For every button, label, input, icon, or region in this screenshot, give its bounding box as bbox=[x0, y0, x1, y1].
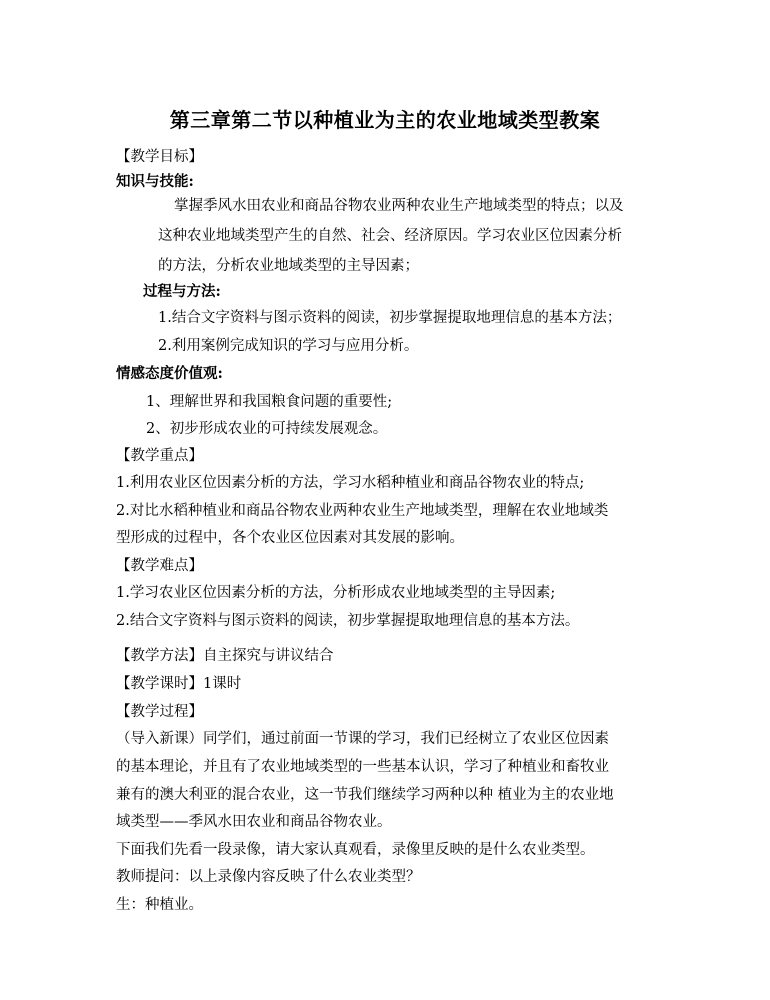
objectives-heading: 【教学目标】 bbox=[116, 149, 203, 165]
intro-paragraph-line: 兼有的澳大利亚的混合农业，这一节我们继续学习两种以种 植业为主的农业地 bbox=[116, 787, 614, 803]
teacher-question: 教师提问：以上录像内容反映了什么农业类型？ bbox=[116, 869, 421, 885]
intro-paragraph-line: 的基本理论，并且有了农业地域类型的一些基本认识，学习了种植业和畜牧业 bbox=[116, 759, 609, 775]
emotion-item: 1、理解世界和我国粮食问题的重要性; bbox=[146, 394, 393, 410]
document-title: 第三章第二节以种植业为主的农业地域类型教案 bbox=[169, 108, 601, 132]
process-methods-heading: 过程与方法: bbox=[143, 283, 221, 300]
teaching-hours-line: 【教学课时】1课时 bbox=[116, 676, 242, 692]
difficulty-item: 2.结合文字资料与图示资料的阅读，初步掌握提取地理信息的基本方法。 bbox=[116, 613, 580, 629]
process-item: 1.结合文字资料与图示资料的阅读，初步掌握提取地理信息的基本方法； bbox=[158, 310, 622, 326]
key-point-item: 2.对比水稻种植业和商品谷物农业两种农业生产地域类型，理解在农业地域类 bbox=[116, 503, 609, 519]
video-line: 下面我们先看一段录像，请大家认真观看，录像里反映的是什么农业类型。 bbox=[116, 842, 595, 858]
emotion-item: 2、初步形成农业的可持续发展观念。 bbox=[146, 421, 388, 437]
knowledge-paragraph-line: 掌握季风水田农业和商品谷物农业两种农业生产地域类型的特点；以及 bbox=[174, 198, 624, 214]
difficulty-item: 1.学习农业区位因素分析的方法，分析形成农业地域类型的主导因素; bbox=[116, 585, 556, 601]
intro-paragraph-line: 域类型——季风水田农业和商品谷物农业。 bbox=[116, 814, 392, 830]
student-answer: 生：种植业。 bbox=[116, 897, 203, 913]
emotion-heading: 情感态度价值观: bbox=[116, 365, 223, 382]
difficulties-heading: 【教学难点】 bbox=[116, 558, 203, 574]
key-point-item: 1.利用农业区位因素分析的方法，学习水稻种植业和商品谷物农业的特点; bbox=[116, 475, 585, 491]
process-item: 2.利用案例完成知识的学习与应用分析。 bbox=[158, 338, 419, 354]
teaching-method-line: 【教学方法】自主探究与讲议结合 bbox=[116, 648, 334, 664]
key-points-heading: 【教学重点】 bbox=[116, 448, 203, 464]
intro-paragraph-line: （导入新课）同学们，通过前面一节课的学习，我们已经树立了农业区位因素 bbox=[116, 731, 609, 747]
key-point-item: 型形成的过程中，各个农业区位因素对其发展的影响。 bbox=[116, 530, 464, 546]
knowledge-paragraph-line: 这种农业地域类型产生的自然、社会、经济原因。学习农业区位因素分析 bbox=[158, 228, 622, 244]
knowledge-paragraph-line: 的方法，分析农业地域类型的主导因素； bbox=[158, 258, 419, 274]
process-heading: 【教学过程】 bbox=[116, 704, 203, 720]
knowledge-skills-heading: 知识与技能: bbox=[116, 173, 194, 190]
